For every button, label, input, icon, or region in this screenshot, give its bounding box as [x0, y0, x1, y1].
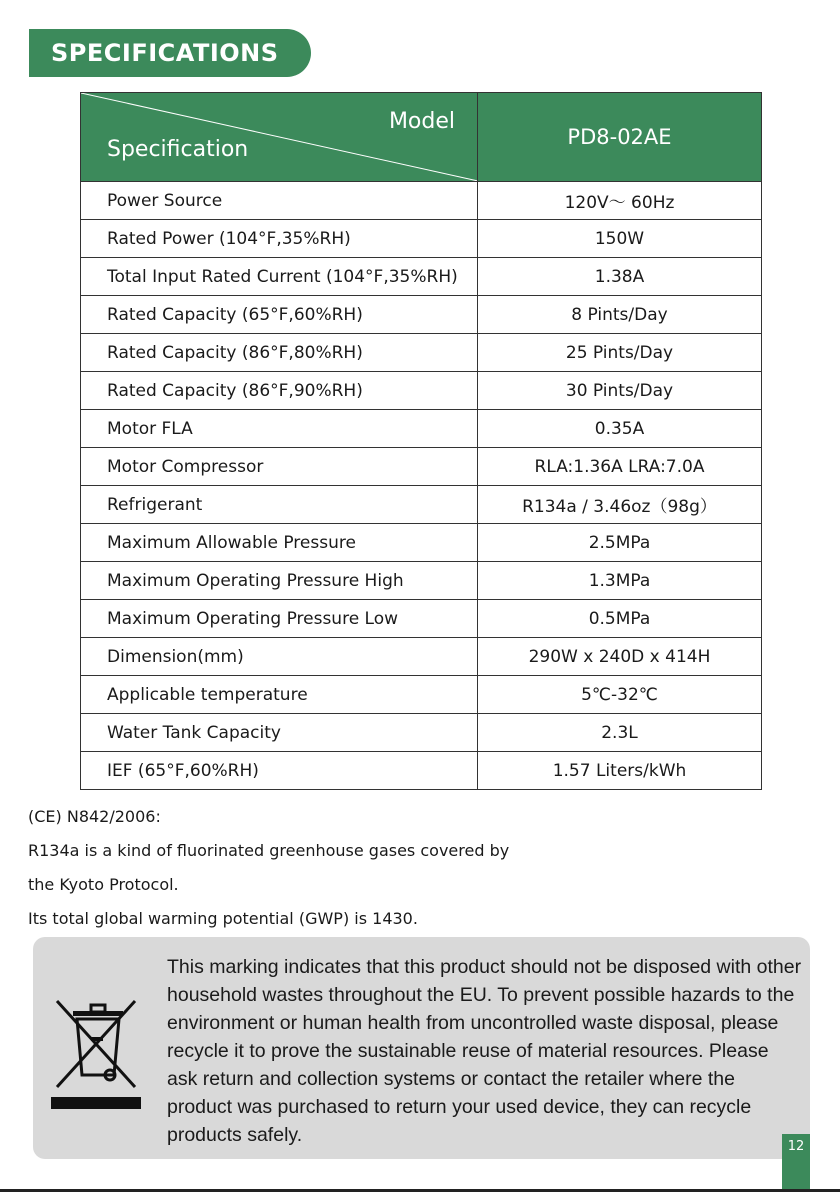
spec-value: 0.35A — [478, 410, 762, 448]
table-row — [81, 258, 762, 296]
table-row — [81, 486, 762, 524]
table-row — [81, 296, 762, 334]
spec-name: Refrigerant — [81, 486, 478, 524]
spec-name: Rated Power (104°F,35%RH) — [81, 220, 478, 258]
model-label: Model — [388, 109, 455, 134]
spec-table — [80, 92, 762, 790]
refrigerant-notes — [28, 800, 509, 936]
spec-name: Maximum Operating Pressure High — [81, 562, 478, 600]
table-row — [81, 220, 762, 258]
spec-name: Power Source — [81, 182, 478, 220]
table-row — [81, 182, 762, 220]
table-row — [81, 752, 762, 790]
spec-name: Rated Capacity (86°F,90%RH) — [81, 372, 478, 410]
spec-name: Motor Compressor — [81, 448, 478, 486]
spec-value: 0.5MPa — [478, 600, 762, 638]
table-row — [81, 524, 762, 562]
weee-notice-panel — [33, 937, 810, 1159]
table-row — [81, 334, 762, 372]
spec-value: 30 Pints/Day — [478, 372, 762, 410]
table-row — [81, 372, 762, 410]
table-row — [81, 448, 762, 486]
spec-name: Total Input Rated Current (104°F,35%RH) — [81, 258, 478, 296]
note-line: Its total global warming potential (GWP) is 1430. — [28, 909, 418, 928]
spec-name: Rated Capacity (65°F,60%RH) — [81, 296, 478, 334]
specification-label: Specification — [107, 137, 249, 162]
spec-value: 150W — [478, 220, 762, 258]
crossed-out-wheelie-bin-icon — [51, 995, 143, 1116]
spec-name: Applicable temperature — [81, 676, 478, 714]
spec-name: Dimension(mm) — [81, 638, 478, 676]
table-header-row — [81, 93, 762, 182]
spec-value: RLA:1.36A LRA:7.0A — [478, 448, 762, 486]
table-row — [81, 600, 762, 638]
spec-name: IEF (65°F,60%RH) — [81, 752, 478, 790]
spec-name: Rated Capacity (86°F,80%RH) — [81, 334, 478, 372]
spec-value: 1.38A — [478, 258, 762, 296]
spec-value: 120V～ 60Hz — [478, 182, 762, 220]
spec-value: R134a / 3.46oz（98g） — [478, 486, 762, 524]
spec-name: Motor FLA — [81, 410, 478, 448]
spec-value: 1.57 Liters/kWh — [478, 752, 762, 790]
section-title: SPECIFICATIONS — [29, 29, 311, 77]
spec-name: Water Tank Capacity — [81, 714, 478, 752]
spec-value: 2.3L — [478, 714, 762, 752]
table-body — [81, 182, 762, 790]
spec-value: 2.5MPa — [478, 524, 762, 562]
spec-value: 290W x 240D x 414H — [478, 638, 762, 676]
page-number: 12 — [782, 1134, 810, 1192]
table-row — [81, 410, 762, 448]
model-name: PD8-02AE — [478, 93, 762, 182]
spec-name: Maximum Allowable Pressure — [81, 524, 478, 562]
table-row — [81, 562, 762, 600]
note-line: R134a is a kind of fluorinated greenhouse gases covered by — [28, 841, 510, 860]
spec-value: 25 Pints/Day — [478, 334, 762, 372]
weee-notice-text: This marking indicates that this product should not be disposed with other household wastes throughout the EU. To prevent possible hazards to the environment or human health from uncontrolled waste disposal, please recycle it to prove the sustainable reuse of material resources. Please ask return and collection systems or contact the retailer where the product was purchased to return your used device, they can recycle products safely. — [167, 956, 802, 1146]
note-line: (CE) N842/2006: — [28, 807, 161, 826]
note-line: the Kyoto Protocol. — [28, 875, 179, 894]
table-row — [81, 638, 762, 676]
spec-name: Maximum Operating Pressure Low — [81, 600, 478, 638]
spec-value: 8 Pints/Day — [478, 296, 762, 334]
spec-value: 1.3MPa — [478, 562, 762, 600]
table-row — [81, 714, 762, 752]
spec-value: 5℃-32℃ — [478, 676, 762, 714]
table-row — [81, 676, 762, 714]
header-diagonal-cell — [81, 93, 478, 182]
